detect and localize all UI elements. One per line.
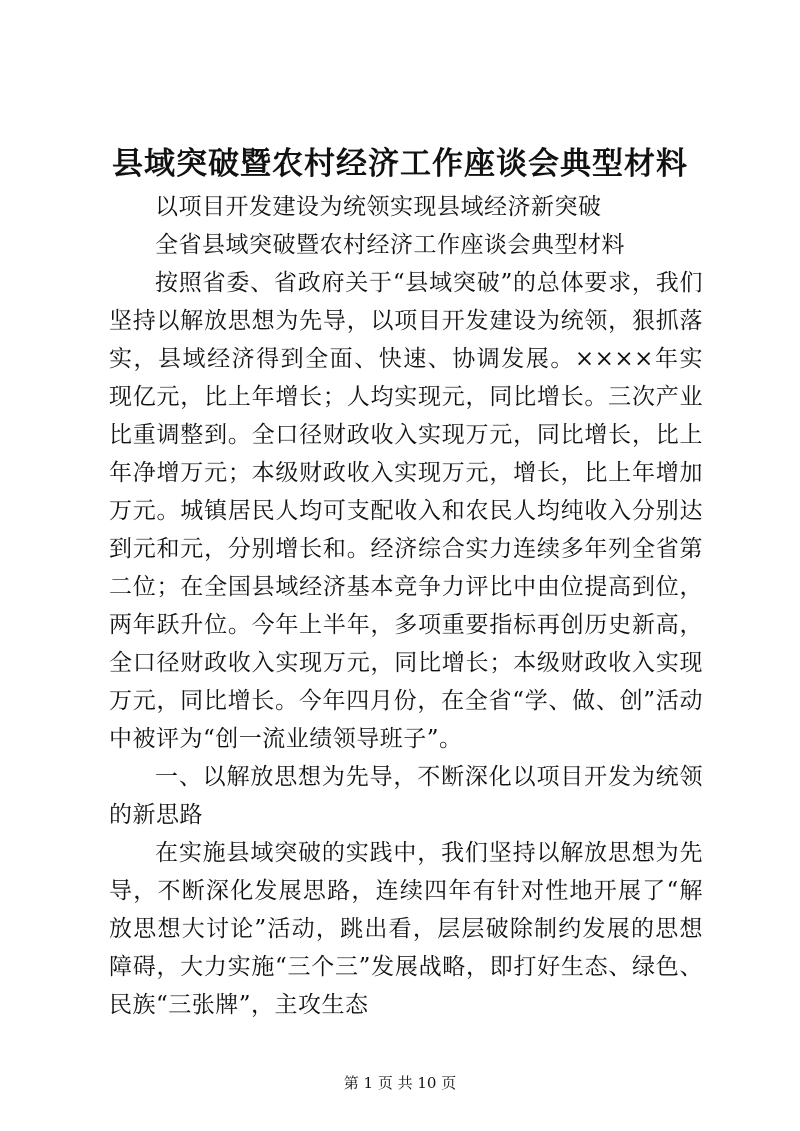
source-paragraph: 全省县域突破暨农村经济工作座谈会典型材料 (155, 232, 625, 258)
section-body-paragraph: 在实施县域突破的实践中，我们坚持以解放思想为先导，不断深化发展思路，连续四年有针对性地开展了“解放思想大讨论”活动，跳出看，层层破除制约发展的思想障碍，大力实施“三个三”发展战略，即打好生态、绿色、民族“三张牌”，主攻生态 (109, 840, 703, 1018)
subtitle-paragraph: 以项目开发建设为统领实现县域经济新突破 (155, 194, 602, 220)
section-heading-paragraph: 一、以解放思想为先导，不断深化以项目开发为统领的新思路 (109, 764, 703, 828)
intro-paragraph: 按照省委、省政府关于“县域突破”的总体要求，我们坚持以解放思想为先导，以项目开发建设为统领，狠抓落实，县域经济得到全面、快速、协调发展。××××年实现亿元，比上年增长；人均实现元，同比增长。三次产业比重调整到。全口径财政收入实现万元，同比增长，比上年净增万元；本级财政收入实现万元，增长，比上年增加万元。城镇居民人均可支配收入和农民人均纯收入分别达到元和元，分别增长和。经济综合实力连续多年列全省第二位；在全国县域经济基本竞争力评比中由位提高到位，两年跃升位。今年上半年，多项重要指标再创历史新高，全口径财政收入实现万元，同比增长；本级财政收入实现万元，同比增长。今年四月份，在全省“学、做、创”活动中被评为“创一流业绩领导班子”。 (109, 270, 703, 752)
document-body (109, 188, 703, 1024)
page-footer: 第 1 页 共 10 页 (343, 1074, 457, 1092)
document-title: 县域突破暨农村经济工作座谈会典型材料 (112, 146, 688, 182)
